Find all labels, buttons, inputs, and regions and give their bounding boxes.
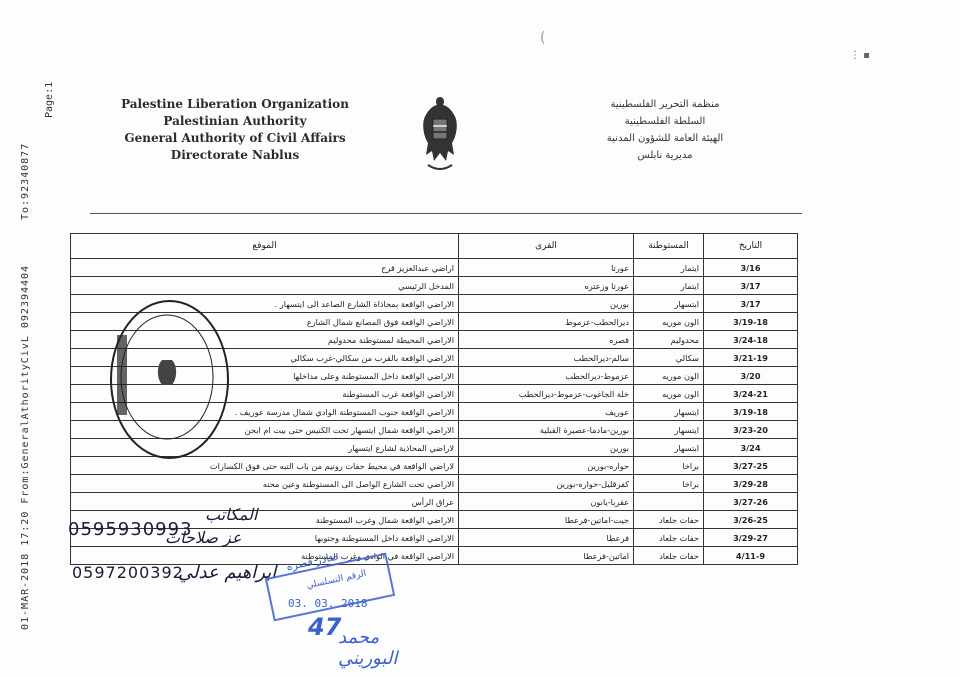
cell-location: الاراضي الواقعة شمال ايتسهار تحت الكنيس حتى بيت ام ابحن: [71, 421, 459, 439]
fax-to-line: To:92340877: [20, 142, 31, 220]
stamp-serial-label: الرقم التسلسلي: [305, 568, 368, 592]
cell-settlement: براخا: [634, 475, 704, 493]
cell-location: الاراضي المحيطة لمستوطنة محدوليم: [71, 331, 459, 349]
eagle-emblem-icon: [418, 93, 462, 177]
stamp-emblem-icon: [112, 305, 222, 450]
cell-location: الاراضي الواقعة جنوب المستوطنة الوادي شمال مدرسة عوريف .: [71, 403, 459, 421]
cell-date: 3/19-18: [704, 403, 798, 421]
cell-date: 3/20: [704, 367, 798, 385]
cell-location: الاراضي الواقعة بالقرب من سكالي-غرب سكالي: [71, 349, 459, 367]
stamp-date: 03. 03. 2018: [288, 597, 368, 610]
cell-location: الاراضي الواقعة شمال وغرب المستوطنة: [71, 511, 459, 529]
header-settlement: المستوطنة: [634, 234, 704, 259]
cell-location: لاراضي الواقعة في محيط حفات رونيم من باب التبه حتى فوق الكسارات: [71, 457, 459, 475]
department-name-ar: الهيئة العامة للشؤون المدنية: [606, 133, 724, 144]
cell-date: 3/17: [704, 277, 798, 295]
directorate-name-en: Directorate Nablus: [170, 148, 300, 162]
table-row: [71, 493, 798, 511]
cell-villages: عورتا وزعتره: [459, 277, 634, 295]
cell-villages: عوريف: [459, 403, 634, 421]
cell-location: الاراضي الواقعة داخل المستوطنة وعلى مداخلها: [71, 367, 459, 385]
directorate-name-ar: مديرية نابلس: [637, 150, 693, 161]
english-letterhead: [105, 96, 365, 164]
cell-settlement: الون موريه: [634, 385, 704, 403]
header-location: الموقع: [71, 234, 459, 259]
header-villages: القرى: [459, 234, 634, 259]
table-row: [71, 259, 798, 277]
cell-settlement: الون موريه: [634, 367, 704, 385]
scan-mark: (: [540, 30, 546, 46]
stamp-signature: محمد البوريني: [338, 627, 398, 669]
cell-date: 3/17: [704, 295, 798, 313]
cell-date: 3/24: [704, 439, 798, 457]
cell-location: الاراضي الواقعة بمحاذاة الشارع الصاعد الى ايتسهار .: [71, 295, 459, 313]
cell-date: 3/24-21: [704, 385, 798, 403]
cell-villages: كفرقليل-حواره-بورين: [459, 475, 634, 493]
org-name-ar: منظمة التحرير الفلسطينية: [610, 99, 720, 110]
cell-villages: خلة الجاغوب-عزموط-ديرالحطب: [459, 385, 634, 403]
authority-name-ar: السلطة الفلسطينية: [624, 116, 706, 127]
cell-villages: جيت-اماتين-فرعطا: [459, 511, 634, 529]
cell-villages: بورين: [459, 295, 634, 313]
table-row: [71, 475, 798, 493]
cell-date: 3/23-20: [704, 421, 798, 439]
cell-villages: بورين-مادما-عصيرة القبلية: [459, 421, 634, 439]
cell-settlement: حفات جلعاد: [634, 511, 704, 529]
arabic-letterhead: [560, 96, 770, 164]
cell-date: 3/21-19: [704, 349, 798, 367]
cell-location: اراضي عبدالعزيز قرح: [71, 259, 459, 277]
cell-settlement: سكالي: [634, 349, 704, 367]
cell-date: 3/27-26: [704, 493, 798, 511]
cell-location: الاراضي الواقعة فوق المصانع شمال الشارع: [71, 313, 459, 331]
cell-settlement: [634, 493, 704, 511]
cell-location: المدخل الرئيسي: [71, 277, 459, 295]
cell-settlement: براخا: [634, 457, 704, 475]
table-header-row: [71, 234, 798, 259]
header-divider: [90, 213, 802, 214]
cell-location: الاراضي تحت الشارع الواصل الى المستوطنة وعين محنه: [71, 475, 459, 493]
handwritten-phone-2: 0597200392: [72, 563, 184, 582]
org-name-en: Palestine Liberation Organization: [121, 97, 349, 111]
cell-date: 3/27-25: [704, 457, 798, 475]
cell-date: 3/29-27: [704, 529, 798, 547]
cell-settlement: ايتسهار: [634, 421, 704, 439]
cell-settlement: ايتسهار: [634, 295, 704, 313]
header-date: التاريخ: [704, 234, 798, 259]
cell-villages: ديرالحطب-عزموط: [459, 313, 634, 331]
cell-date: 3/16: [704, 259, 798, 277]
handwritten-name-1: عز صلاحات: [165, 528, 242, 547]
cell-villages: عزموط-ديرالحطب: [459, 367, 634, 385]
cell-date: 3/24-18: [704, 331, 798, 349]
cell-villages: اماتين-فرعطا: [459, 547, 634, 565]
stamp-header: صادر قصره: [285, 549, 340, 574]
cell-location: الاراضي الواقعة في الوادي وغرب المستوطنة: [71, 547, 459, 565]
cell-location: لاراضي المحاذية لشارع ايتسهار: [71, 439, 459, 457]
cell-location: الاراضي الواقعة داخل المستوطنة وجنوبها: [71, 529, 459, 547]
cell-location: عراق الرأس: [71, 493, 459, 511]
cell-settlement: الون موريه: [634, 313, 704, 331]
handwritten-name-2: ابراهيم عدلي: [178, 562, 277, 583]
cell-date: 3/29-28: [704, 475, 798, 493]
cell-villages: قصره: [459, 331, 634, 349]
handwritten-phone-1: 0595930993: [68, 519, 193, 540]
cell-villages: فرعطا: [459, 529, 634, 547]
table-row: [71, 277, 798, 295]
cell-settlement: ايتسهار: [634, 439, 704, 457]
authority-name-en: Palestinian Authority: [163, 114, 307, 128]
cell-settlement: ايتسهار: [634, 403, 704, 421]
cell-villages: حواره-بورين: [459, 457, 634, 475]
table-row: [71, 457, 798, 475]
fax-header: [20, 70, 50, 670]
fax-from-line: 01-MAR-2018 17:20 From:GeneralAthorityCivL 092394404: [20, 264, 31, 630]
cell-villages: عقربا-يانون: [459, 493, 634, 511]
cell-settlement: ايتمار: [634, 277, 704, 295]
cell-villages: سالم-ديرالحطب: [459, 349, 634, 367]
page-number: Page:1: [44, 81, 55, 118]
cell-location: الاراضي الواقعة غرب المستوطنة: [71, 385, 459, 403]
cell-villages: عورتا: [459, 259, 634, 277]
cell-villages: بورين: [459, 439, 634, 457]
stamp-serial-number: 47: [308, 613, 342, 641]
corner-dots: ⋮ ▪: [850, 50, 870, 61]
cell-settlement: حفات جلعاد: [634, 547, 704, 565]
department-name-en: General Authority of Civil Affairs: [124, 131, 346, 145]
cell-date: 3/26-25: [704, 511, 798, 529]
cell-settlement: محدوليم: [634, 331, 704, 349]
cell-settlement: حفات جلعاد: [634, 529, 704, 547]
cell-settlement: ايتمار: [634, 259, 704, 277]
cell-date: 3/19-18: [704, 313, 798, 331]
handwritten-title: المكاتب: [205, 505, 258, 524]
cell-date: 4/11-9: [704, 547, 798, 565]
